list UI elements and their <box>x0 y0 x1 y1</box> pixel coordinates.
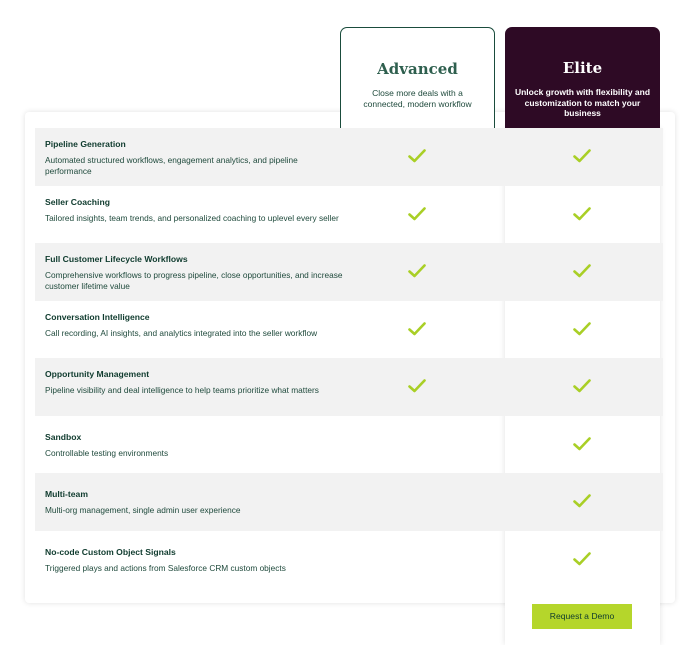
checkmark-icon <box>408 207 426 221</box>
feature-title: Sandbox <box>45 431 82 442</box>
checkmark-icon <box>408 149 426 163</box>
feature-title: Full Customer Lifecycle Workflows <box>45 254 188 264</box>
feature-cell <box>45 139 345 176</box>
plan-description: Unlock growth with flexibility and customization to match your business <box>514 87 651 118</box>
checkmark-icon <box>408 379 426 393</box>
feature-row <box>35 243 663 301</box>
feature-title: Pipeline Generation <box>45 139 126 149</box>
plan-name: Advanced <box>377 60 458 78</box>
feature-title: Opportunity Management <box>45 369 150 379</box>
feature-row <box>35 358 663 416</box>
checkmark-icon <box>573 207 591 221</box>
checkmark-icon <box>573 379 591 393</box>
feature-row <box>35 128 663 186</box>
feature-cell <box>45 312 345 339</box>
feature-row <box>35 301 663 359</box>
feature-description: Controllable testing environments <box>45 447 169 458</box>
feature-cell <box>45 489 345 516</box>
checkmark-icon <box>573 264 591 278</box>
plan-header-advanced <box>340 27 495 128</box>
feature-title: No-code Custom Object Signals <box>45 546 176 557</box>
checkmark-icon <box>573 494 591 508</box>
feature-rows <box>35 128 663 588</box>
feature-title: Multi-team <box>45 489 88 499</box>
plan-header-elite <box>505 27 660 128</box>
feature-description: Tailored insights, team trends, and personalized coaching to uplevel every seller <box>45 212 339 223</box>
feature-title: Conversation Intelligence <box>45 311 150 322</box>
feature-cell <box>45 547 345 574</box>
plan-name: Elite <box>562 59 603 77</box>
feature-description: Triggered plays and actions from Salesforce CRM custom objects <box>45 562 286 573</box>
feature-cell <box>45 432 345 459</box>
feature-row <box>35 186 663 244</box>
checkmark-icon <box>408 322 426 336</box>
feature-description: Call recording, AI insights, and analytics integrated into the seller workflow <box>45 327 318 338</box>
checkmark-icon <box>573 322 591 336</box>
feature-description: Multi-org management, single admin user experience <box>45 505 241 515</box>
checkmark-icon <box>408 264 426 278</box>
feature-row <box>35 531 663 589</box>
feature-cell <box>45 197 345 224</box>
request-demo-button[interactable]: Request a Demo <box>532 604 632 629</box>
checkmark-icon <box>573 552 591 566</box>
plan-description: Close more deals with a connected, modern workflow <box>363 88 472 109</box>
feature-description: Automated structured workflows, engagement analytics, and pipeline performance <box>45 155 298 176</box>
checkmark-icon <box>573 437 591 451</box>
feature-title: Seller Coaching <box>45 196 110 207</box>
feature-cell <box>45 369 345 396</box>
feature-description: Pipeline visibility and deal intelligence to help teams prioritize what matters <box>45 385 319 395</box>
feature-cell <box>45 254 345 291</box>
feature-description: Comprehensive workflows to progress pipeline, close opportunities, and increase customer lifetime value <box>45 270 343 291</box>
feature-row <box>35 473 663 531</box>
feature-row <box>35 416 663 474</box>
checkmark-icon <box>573 149 591 163</box>
